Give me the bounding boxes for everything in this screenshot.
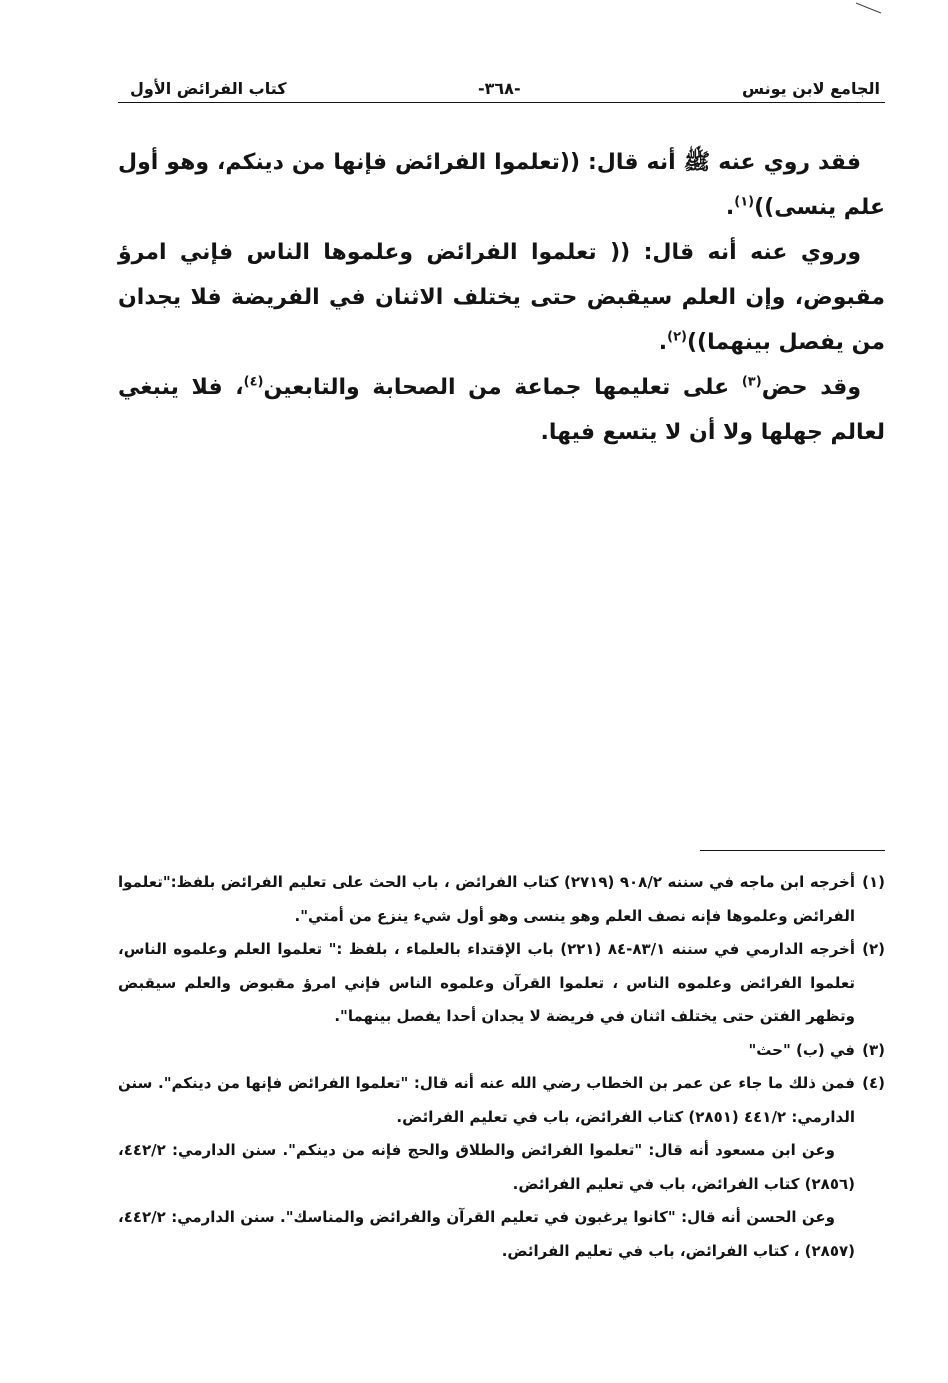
footnote-ref-2: (٢) — [667, 329, 687, 345]
footnote-text: في (ب) "حث" — [748, 1040, 855, 1059]
chapter-title: كتاب الفرائض الأول — [130, 79, 287, 98]
book-title: الجامع لابن يونس — [742, 79, 880, 98]
paragraph-2 — [118, 230, 885, 365]
footnote-text: أخرجه ابن ماجه في سننه ٩٠٨/٢ (٢٧١٩) كتاب الفرائض ، باب الحث على تعليم الفرائض بلفظ:"تعلموا الفرائض وعلموها فإنه نصف العلم وهو ينسى وهو أول شيء ينزع من أمتي". — [118, 873, 856, 925]
footnote-4 — [118, 1067, 885, 1268]
main-text — [118, 140, 885, 455]
paragraph-text: على تعليمها جماعة من الصحابة والتابعين — [263, 375, 742, 400]
footnote-text: وعن الحسن أنه قال: "كانوا يرغبون في تعليم القرآن والفرائض والمناسك". سنن الدارمي: ٤٤٢/٢، (٢٨٥٧) ، كتاب الفرائض، باب في تعليم الفرائض. — [118, 1208, 855, 1260]
paragraph-text: وقد حض — [761, 375, 861, 400]
footnotes — [118, 866, 885, 1268]
paragraph-end: . — [658, 330, 668, 355]
footnote-ref-1: (١) — [734, 194, 755, 210]
running-head — [118, 76, 885, 103]
footnote-1 — [118, 866, 885, 933]
footnote-number: (٤) — [862, 1074, 885, 1092]
footnote-text: أخرجه الدارمي في سننه ٨٣/١-٨٤ (٢٢١) باب الإقتداء بالعلماء ، بلفظ :" تعلموا العلم وعلموه الناس، تعلموا الفرائض وعلموه الناس ، تعلموا القرآن وعلموه الناس فإني امرؤ مقبوض والعلم سيقبض وتظهر الفتن حتى يختلف اثنان في فريضة لا يجدان أحدا يفصل بينهما". — [118, 940, 856, 1025]
paragraph-end: . — [725, 195, 735, 220]
footnote-number: (١) — [862, 873, 885, 891]
footnote-text: فمن ذلك ما جاء عن عمر بن الخطاب رضي الله عنه أنه قال: "تعلموا الفرائض فإنها من دينكم". سنن الدارمي: ٤٤١/٢ (٢٨٥١) كتاب الفرائض، باب في تعليم الفرائض. — [118, 1074, 855, 1126]
paragraph-text: وروي عنه أنه قال: (( تعلموا الفرائض وعلموها الناس فإني امرؤ مقبوض، وإن العلم سيقبض حتى يختلف الاثنان في الفريضة فلا يجدان من يفصل بينهما)) — [118, 240, 885, 355]
footnote-number: (٢) — [862, 940, 885, 958]
footnote-ref-3: (٣) — [741, 374, 762, 390]
paragraph-1 — [118, 140, 885, 230]
footnote-separator — [700, 850, 885, 851]
paragraph-text: فقد روي عنه ﷺ أنه قال: ((تعلموا الفرائض فإنها من دينكم، وهو أول علم ينسى)) — [118, 150, 885, 220]
page-number: -٣٦٨- — [478, 79, 521, 98]
footnote-3 — [118, 1034, 885, 1068]
paragraph-text: ، فلا ينبغي لعالم جهلها ولا أن لا يتسع فيها. — [118, 375, 885, 445]
footnote-2 — [118, 933, 885, 1034]
paragraph-3 — [118, 365, 885, 455]
footnote-ref-4: (٤) — [243, 374, 264, 390]
scan-mark — [850, 0, 890, 20]
footnote-number: (٣) — [862, 1040, 885, 1059]
footnote-text: وعن ابن مسعود أنه قال: "تعلموا الفرائض والطلاق والحج فإنه من دينكم". سنن الدارمي: ٤٤٢/٢، (٢٨٥٦) كتاب الفرائض، باب في تعليم الفرائض. — [118, 1141, 855, 1193]
